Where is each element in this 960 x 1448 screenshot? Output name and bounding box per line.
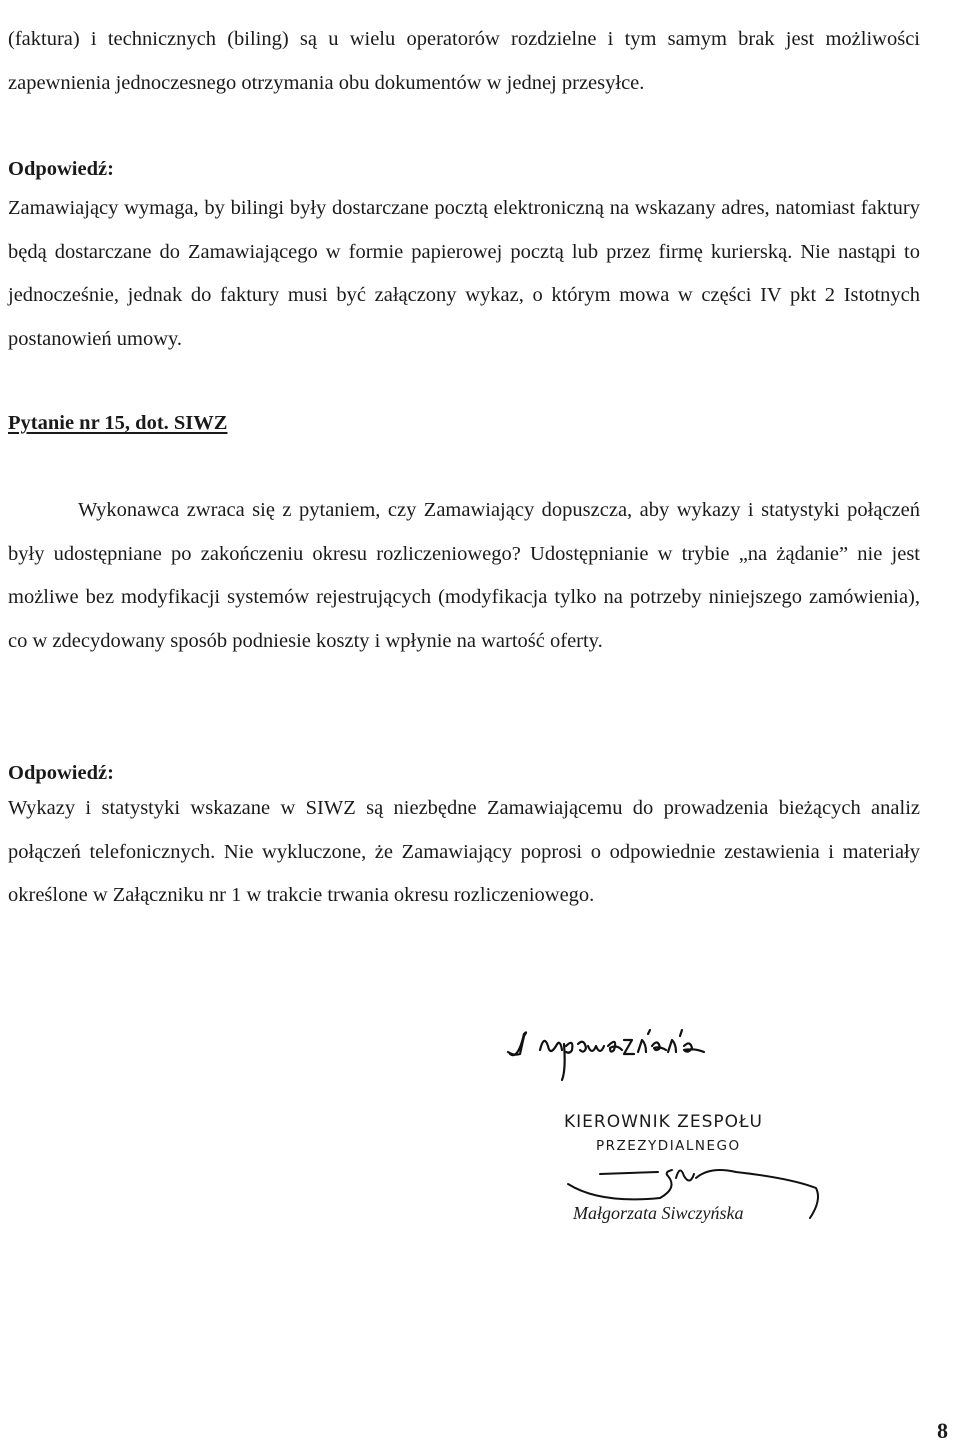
- stamp-title: KIEROWNIK ZESPOŁU: [564, 1112, 763, 1132]
- page-number: 8: [937, 1418, 948, 1443]
- intro-paragraph: (faktura) i technicznych (biling) są u wielu operatorów rozdzielne i tym samym brak jest możliwości zapewnienia jednoczesnego otrzymania obu dokumentów w jednej przesyłce.: [8, 28, 920, 94]
- answer-heading: Odpowiedź:: [8, 158, 114, 180]
- signature-block: [500, 1020, 840, 1240]
- stamp-subtitle: PRZEZYDIALNEGO: [596, 1138, 741, 1154]
- answer-heading: Odpowiedź:: [8, 762, 114, 784]
- stamp-name: Małgorzata Siwczyńska: [573, 1203, 744, 1223]
- answer-paragraph: Zamawiający wymaga, by bilingi były dostarczane pocztą elektroniczną na wskazany adres, natomiast faktury będą dostarczane do Zamawiającego w formie papierowej pocztą lub przez firmę kurierską. Nie nastąpi to jednocześnie, jednak do faktury musi być załączony wykaz, o którym mowa w części IV pkt 2 Istotnych postanowień umowy.: [8, 197, 920, 350]
- handwritten-note-signature: [500, 1020, 840, 1110]
- question-heading: Pytanie nr 15, dot. SIWZ: [8, 412, 228, 434]
- question-paragraph: Wykonawca zwraca się z pytaniem, czy Zamawiający dopuszcza, aby wykazy i statystyki połączeń były udostępniane po zakończeniu okresu rozliczeniowego? Udostępnianie w trybie „na żądanie” nie jest możliwe bez modyfikacji systemów rejestrujących (modyfikacja tylko na potrzeby niniejszego zamówienia), co w zdecydowany sposób podniesie koszty i wpłynie na wartość oferty.: [8, 499, 920, 652]
- answer-paragraph: Wykazy i statystyki wskazane w SIWZ są niezbędne Zamawiającemu do prowadzenia bieżących analiz połączeń telefonicznych. Nie wykluczone, że Zamawiający poprosi o odpowiednie zestawienia i materiały określone w Załączniku nr 1 w trakcie trwania okresu rozliczeniowego.: [8, 797, 920, 906]
